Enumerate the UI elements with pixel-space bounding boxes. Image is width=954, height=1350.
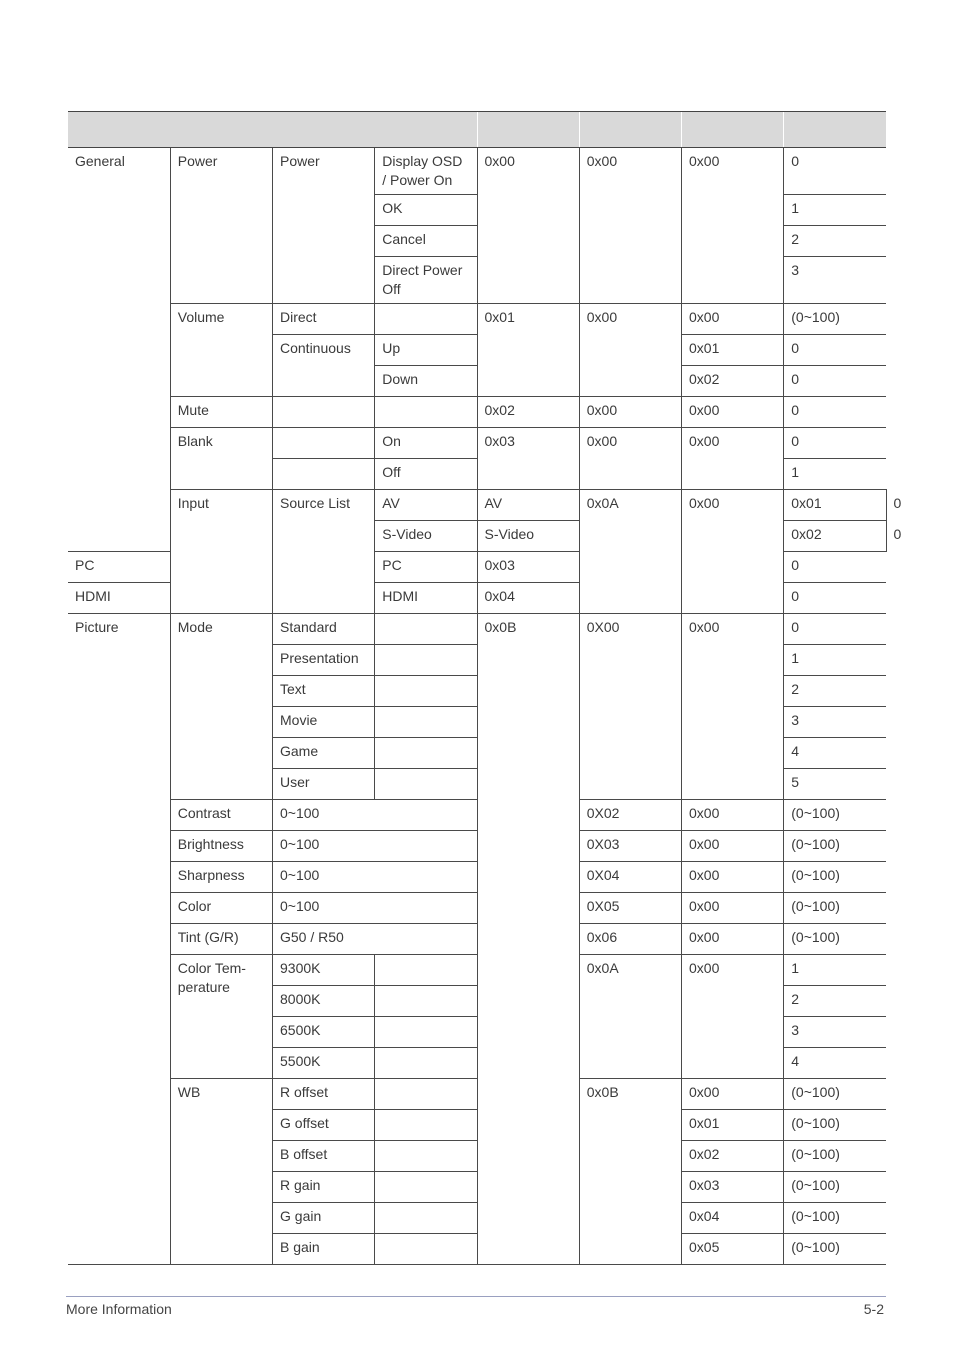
table-cell [375, 614, 477, 645]
table-cell: 2 [784, 226, 886, 257]
table-cell: 8000K [273, 986, 375, 1017]
table-cell [375, 955, 477, 986]
table-cell: Brightness [170, 831, 272, 862]
table-cell: Input [170, 490, 272, 614]
table-cell: 0 [784, 335, 886, 366]
table-cell [375, 769, 477, 800]
table-cell: 0X02 [579, 800, 681, 831]
table-cell [375, 1017, 477, 1048]
table-cell: HDMI [375, 583, 477, 614]
table-cell: (0~100) [784, 1172, 886, 1203]
table-cell: 0x06 [579, 924, 681, 955]
table-cell: 0X05 [579, 893, 681, 924]
table-cell: 0x02 [682, 1141, 784, 1172]
table-cell: Source List [273, 490, 375, 614]
table-cell: R gain [273, 1172, 375, 1203]
table-cell: (0~100) [784, 862, 886, 893]
table-cell: (0~100) [784, 304, 886, 335]
table-row: Input Source List AV AV 0x0A 0x00 0x01 0 [68, 490, 886, 521]
table-cell: Text [273, 676, 375, 707]
footer-section-title: More Information [66, 1301, 172, 1317]
table-cell: Direct Power Off [375, 257, 477, 304]
table-cell: (0~100) [784, 800, 886, 831]
table-cell: 0x00 [682, 955, 784, 1079]
table-cell: (0~100) [784, 1234, 886, 1265]
table-cell: Color Tem-perature [170, 955, 272, 1079]
table-cell: 0x0B [477, 614, 579, 1265]
table-cell: 0x02 [477, 397, 579, 428]
table-cell [375, 676, 477, 707]
table-cell: 0x00 [579, 397, 681, 428]
table-cell: 0x00 [682, 893, 784, 924]
table-cell: Blank [170, 428, 272, 490]
table-cell: 0x03 [477, 428, 579, 490]
table-cell: R offset [273, 1079, 375, 1110]
table-cell [375, 1079, 477, 1110]
table-cell: Power [273, 148, 375, 304]
table-cell: 0~100 [273, 831, 478, 862]
table-row [68, 428, 886, 459]
table-cell [375, 986, 477, 1017]
table-cell: 0X00 [579, 614, 681, 800]
table-cell: 0x00 [682, 148, 784, 304]
table-cell: (0~100) [784, 893, 886, 924]
table-cell: (0~100) [784, 1203, 886, 1234]
table-cell: Standard [273, 614, 375, 645]
table-cell: PC [375, 552, 477, 583]
table-cell [375, 1110, 477, 1141]
table-cell: 5 [784, 769, 886, 800]
table-cell: Down [375, 366, 477, 397]
command-table [68, 111, 902, 1265]
table-cell: 1 [784, 459, 886, 490]
table-cell: Color [170, 893, 272, 924]
table-cell: G gain [273, 1203, 375, 1234]
table-cell: 0x01 [682, 335, 784, 366]
table-cell: 3 [784, 257, 886, 304]
table-cell: 0X04 [579, 862, 681, 893]
table-cell: Tint (G/R) [170, 924, 272, 955]
table-cell [273, 428, 375, 459]
table-cell: AV [375, 490, 477, 521]
table-cell: 0x00 [579, 428, 681, 490]
table-cell: 4 [784, 1048, 886, 1079]
table-cell: G offset [273, 1110, 375, 1141]
table-cell: 3 [784, 707, 886, 738]
table-cell: 0x00 [682, 397, 784, 428]
header-cell-data [784, 112, 886, 148]
table-cell: Game [273, 738, 375, 769]
header-cell-sub2 [682, 112, 784, 148]
table-row [68, 614, 886, 645]
table-cell: 4 [784, 738, 886, 769]
table-cell: 9300K [273, 955, 375, 986]
table-cell: 0x04 [682, 1203, 784, 1234]
table-body [68, 148, 902, 1265]
table-cell: Sharpness [170, 862, 272, 893]
table-cell: 0x03 [682, 1172, 784, 1203]
table-cell: (0~100) [784, 1079, 886, 1110]
table-cell: (0~100) [784, 1141, 886, 1172]
footer-page-number: 5-2 [863, 1301, 884, 1317]
table-cell: 1 [784, 955, 886, 986]
table-cell: 0~100 [273, 800, 478, 831]
table-cell: 0x00 [682, 1079, 784, 1110]
table-cell [375, 645, 477, 676]
table-cell: 0x00 [682, 831, 784, 862]
table-cell [375, 1203, 477, 1234]
table-cell: 0x02 [682, 366, 784, 397]
header-cell-function [68, 112, 477, 148]
table-row [68, 397, 886, 428]
table-cell [375, 1234, 477, 1265]
table-cell: 3 [784, 1017, 886, 1048]
table-cell: 0 [784, 614, 886, 645]
table-cell: Presentation [273, 645, 375, 676]
table-cell: 2 [784, 676, 886, 707]
header-cell-sub1 [579, 112, 681, 148]
table-cell: B offset [273, 1141, 375, 1172]
table-cell: Mode [170, 614, 272, 800]
table-cell: 0x00 [682, 862, 784, 893]
table-cell: 0 [784, 428, 886, 459]
table-row [68, 304, 886, 335]
table-cell: 0 [784, 366, 886, 397]
table-header-row [68, 112, 886, 148]
table-cell: (0~100) [784, 1110, 886, 1141]
table-cell [273, 459, 375, 490]
table-cell [375, 397, 477, 428]
table-cell: 0~100 [273, 862, 478, 893]
table-cell: 0 [784, 583, 886, 614]
table-cell [375, 738, 477, 769]
table-cell: 0x05 [682, 1234, 784, 1265]
table-cell: 0~100 [273, 893, 478, 924]
table-cell: 6500K [273, 1017, 375, 1048]
table-cell: 0x00 [682, 800, 784, 831]
table-cell: 0x0A [579, 490, 681, 614]
table-cell: 0x00 [682, 614, 784, 800]
table-cell: 0x00 [682, 924, 784, 955]
table-cell: Contrast [170, 800, 272, 831]
table-cell: 0X03 [579, 831, 681, 862]
table-cell: 0 [784, 148, 886, 195]
table-cell: S-Video [375, 521, 477, 552]
table-cell: 0x0B [579, 1079, 681, 1265]
table-cell: 0 [784, 397, 886, 428]
table-cell: S-Video [477, 521, 579, 552]
table-cell: 0x04 [477, 583, 579, 614]
table-cell: 1 [784, 645, 886, 676]
table-cell: 0x01 [682, 1110, 784, 1141]
header-cell-cmd [477, 112, 579, 148]
table-cell: 0x03 [477, 552, 579, 583]
table-cell: Volume [170, 304, 272, 397]
table-cell: 0x00 [477, 148, 579, 304]
table-cell: 5500K [273, 1048, 375, 1079]
table-cell: Mute [170, 397, 272, 428]
table-cell: 2 [784, 986, 886, 1017]
table-cell: Continuous [273, 335, 375, 397]
table-cell: User [273, 769, 375, 800]
table-cell [375, 304, 477, 335]
table-cell: Movie [273, 707, 375, 738]
table-cell [375, 1172, 477, 1203]
table-cell: 0 [784, 552, 886, 583]
table-cell [375, 707, 477, 738]
table-cell: General [68, 148, 170, 552]
table-cell: PC [68, 552, 170, 583]
table-cell: (0~100) [784, 924, 886, 955]
table-cell: WB [170, 1079, 272, 1265]
table-row [68, 148, 886, 195]
table-cell: 0x01 [784, 490, 886, 521]
table-cell: AV [477, 490, 579, 521]
table-cell: Display OSD / Power On [375, 148, 477, 195]
table-cell: 0x02 [784, 521, 886, 552]
table-cell: HDMI [68, 583, 170, 614]
table-cell: Up [375, 335, 477, 366]
table-cell [375, 1048, 477, 1079]
table-cell: 0x00 [682, 490, 784, 614]
table-cell [273, 397, 375, 428]
table-cell: 0x00 [682, 304, 784, 335]
table-cell: On [375, 428, 477, 459]
table-cell [375, 1141, 477, 1172]
table-cell: 0x00 [682, 428, 784, 490]
table-cell: 0x00 [579, 304, 681, 397]
table-cell: Power [170, 148, 272, 304]
table-cell: 0x00 [579, 148, 681, 304]
table-cell: B gain [273, 1234, 375, 1265]
table-cell: OK [375, 195, 477, 226]
table-cell: 0x01 [477, 304, 579, 397]
table-cell: 1 [784, 195, 886, 226]
table-cell: (0~100) [784, 831, 886, 862]
table-cell: Direct [273, 304, 375, 335]
table-cell: Picture [68, 614, 170, 1265]
footer-rule [66, 1296, 886, 1297]
table-cell: Off [375, 459, 477, 490]
table-cell: 0x0A [579, 955, 681, 1079]
table-cell: G50 / R50 [273, 924, 478, 955]
table-cell: Cancel [375, 226, 477, 257]
table-row: S-Video S-Video 0x02 0 [68, 521, 886, 552]
